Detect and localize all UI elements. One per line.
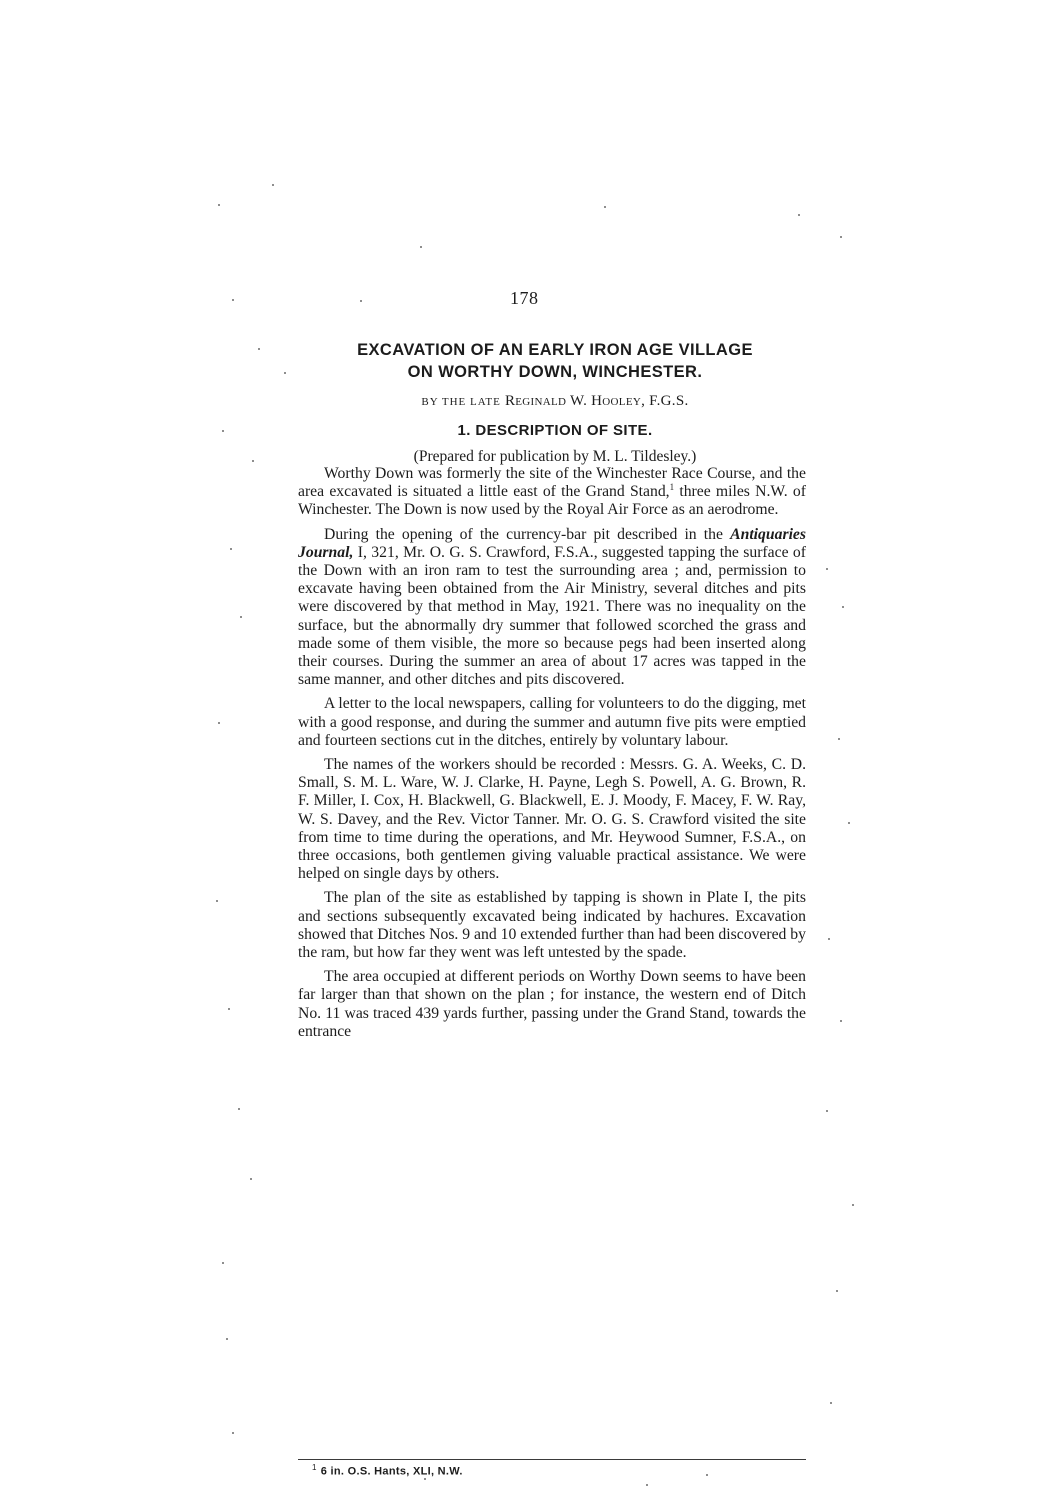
paragraph-text: Worthy Down was formerly the site of the Winchester Race Course, and the area excavated is situated a little east of the Grand Stand,: [298, 465, 806, 501]
speck: [232, 299, 234, 301]
paragraph-site: [298, 465, 806, 520]
speck: [232, 1432, 234, 1434]
speck: [240, 616, 242, 618]
speck: [604, 206, 606, 208]
speck: [424, 1478, 426, 1480]
speck: [852, 1204, 854, 1206]
article-title-line-1: EXCAVATION OF AN EARLY IRON AGE VILLAGE: [357, 341, 753, 359]
speck: [798, 214, 800, 216]
speck: [838, 738, 840, 740]
speck: [840, 236, 842, 238]
paragraph-text: I, 321, Mr. O. G. S. Crawford, F.S.A., suggested tapping the surface of the Down with an iron ram to test the surrounding area ; and, permission to excavate having been obtained from the Air Ministry, several ditches and pits were discovered by that method in May, 1921. There was no inequality on the surface, but the abnormally dry summer that followed scorched the grass and made some of them visible, the more so because pegs had been inserted along their courses. During the summer an area of about 17 acres was tapped in the same manner, and other ditches and pits discovered.: [298, 543, 806, 689]
article-body: [298, 465, 806, 1041]
byline: [290, 391, 820, 412]
speck: [828, 938, 830, 940]
paragraph-volunteers: A letter to the local newspapers, calling for volunteers to do the digging, met with a good response, and during the summer and autumn five pits were emptied and fourteen sections cut in the ditches, entirely by voluntary labour.: [298, 695, 806, 749]
paragraph-tapping: [298, 526, 806, 690]
footnote-mark: 1: [312, 1463, 317, 1472]
paragraph-text: During the opening of the currency-bar pit described in the: [324, 525, 731, 543]
paragraph-area: The area occupied at different periods on Worthy Down seems to have been far larger than that shown on the plan ; for instance, the western end of Ditch No. 11 was traced 439 yards further, passing under the Grand Stand, towards the entrance: [298, 968, 806, 1040]
section-heading: 1. DESCRIPTION OF SITE.: [457, 422, 653, 439]
speck: [706, 1474, 708, 1476]
speck: [272, 184, 274, 186]
speck: [252, 460, 254, 462]
speck: [216, 900, 218, 902]
page-number: 178: [510, 288, 539, 308]
footnote-text: 6 in. O.S. Hants, XLI, N.W.: [320, 1465, 463, 1478]
speck: [258, 348, 260, 350]
article-title-line-2: ON WORTHY DOWN, WINCHESTER.: [407, 363, 703, 381]
speck: [218, 722, 220, 724]
speck: [218, 204, 220, 206]
speck: [250, 1178, 252, 1180]
speck: [360, 300, 362, 302]
prepared-note: (Prepared for publication by M. L. Tildesley.): [413, 448, 697, 465]
speck: [826, 1110, 828, 1112]
author-name: Reginald W. Hooley, F.G.S.: [504, 393, 689, 409]
speck: [848, 822, 850, 824]
speck: [420, 246, 422, 248]
speck: [238, 1108, 240, 1110]
speck: [226, 1338, 228, 1340]
paragraph-text: three miles N.W. of Winchester. The Down is now used by the Royal Air Force as an aerodrome.: [298, 483, 806, 519]
paragraph-plan: The plan of the site as established by tapping is shown in Plate I, the pits and sections subsequently excavated being indicated by hachures. Excavation showed that Ditches Nos. 9 and 10 extended further than had been discovered by the ram, but how far they went was left untested by the spade.: [298, 889, 806, 962]
journal-title: Antiquaries Journal,: [298, 525, 806, 561]
article-header: [290, 339, 820, 467]
speck: [840, 1020, 842, 1022]
paragraph-workers: The names of the workers should be recorded : Messrs. G. A. Weeks, C. D. Small, S. M. L. Ware, W. J. Clarke, H. Payne, Legh S. Powell, A. G. Brown, R. F. Miller, I. Cox, H. Blackwell, G. Blackwell, E. J. Moody, F. Macey, F. W. Ray, W. S. Davey, and the Rev. Victor Tanner. Mr. O. G. S. Crawford visited the site from time to time during the operations, and Mr. Heywood Sumner, F.S.A., on three occasions, both gentlemen giving valuable practical assistance. We were helped on single days by others.: [298, 756, 806, 883]
speck: [284, 372, 286, 374]
speck: [836, 1290, 838, 1292]
speck: [830, 1402, 832, 1404]
footnote: [312, 1463, 463, 1478]
speck: [230, 548, 232, 550]
footnote-reference: 1: [669, 481, 675, 492]
speck: [222, 430, 224, 432]
speck: [646, 1484, 648, 1486]
speck: [222, 1262, 224, 1264]
speck: [826, 568, 828, 570]
footnote-divider: [298, 1459, 806, 1460]
speck: [228, 1008, 230, 1010]
speck: [842, 606, 844, 608]
byline-prefix: BY THE LATE: [421, 396, 501, 408]
